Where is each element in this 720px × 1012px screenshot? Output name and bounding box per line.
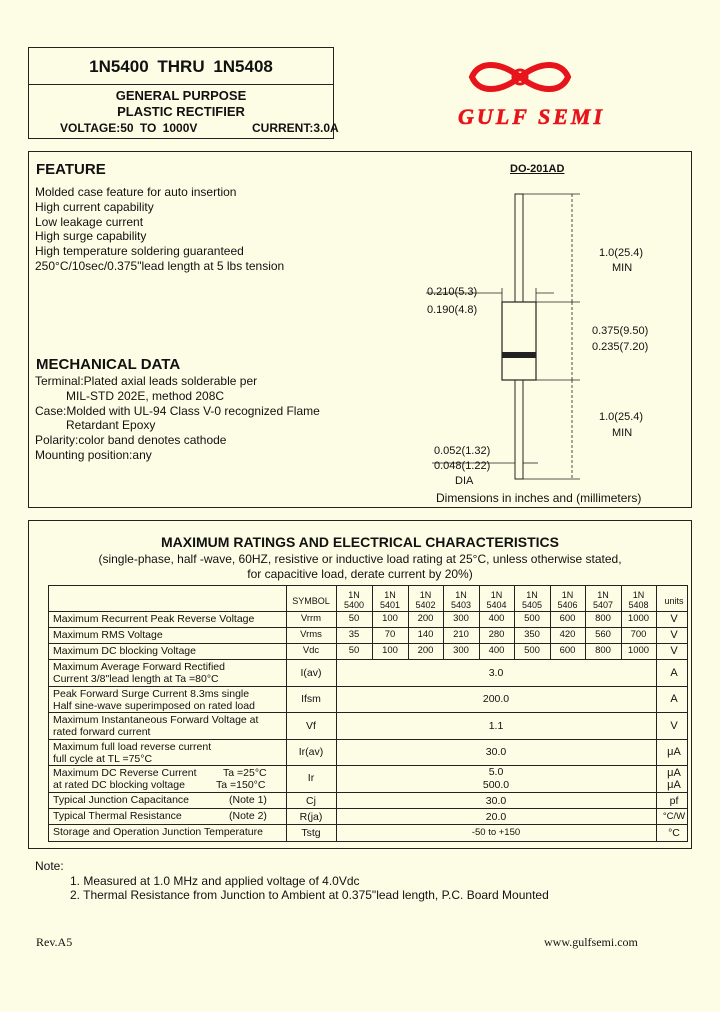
feature-title: FEATURE <box>36 161 106 178</box>
unit-ir-25c: μA <box>667 767 681 779</box>
value-cell: 100 <box>382 613 398 624</box>
lead-bottom-length: 1.0(25.4) <box>599 411 644 423</box>
voltage-rating: VOLTAGE:50 TO 1000V <box>60 121 198 135</box>
value-cell: 200 <box>417 645 434 656</box>
lead-dia-max: 0.052(1.32) <box>434 445 491 457</box>
param-vf: Maximum Instantaneous Forward Voltage at rated forward current <box>53 714 259 738</box>
value-cell: 50 <box>348 645 360 656</box>
unit-vrrm: V <box>670 613 678 625</box>
notes-title: Note: <box>35 859 64 873</box>
body-length-min: 0.235(7.20) <box>592 341 649 353</box>
sym-vrrm: Vrrm <box>300 613 322 624</box>
param-vrms: Maximum RMS Voltage <box>53 629 163 641</box>
param-vdc: Maximum DC blocking Voltage <box>53 645 196 657</box>
website-link[interactable]: www.gulfsemi.com <box>544 935 638 949</box>
sym-vdc: Vdc <box>302 645 320 656</box>
part-range-title: 1N5400 THRU 1N5408 <box>89 57 273 76</box>
part-header: 1N 5406 <box>557 590 578 610</box>
feature-item: High current capability <box>35 199 154 214</box>
sym-ir: Ir <box>307 772 315 784</box>
value-cell: 600 <box>559 613 576 624</box>
mechanical-list <box>35 374 320 463</box>
ratings-title: MAXIMUM RATINGS AND ELECTRICAL CHARACTERISTICS <box>161 534 559 550</box>
mech-line: Case:Molded with UL-94 Class V-0 recognized Flame <box>35 403 320 418</box>
val-tstg: -50 to +150 <box>471 827 521 838</box>
diode-package-diagram <box>420 180 590 490</box>
part-header: 1N 5404 <box>486 590 507 610</box>
unit-cj: pf <box>669 795 679 807</box>
part-header: 1N 5405 <box>521 590 543 610</box>
val-ir-25c: 5.0 <box>488 766 504 778</box>
val-avg-forward: 3.0 <box>488 667 504 679</box>
val-surge: 200.0 <box>482 693 510 705</box>
val-rth: 20.0 <box>485 811 507 823</box>
dimension-caption: Dimensions in inches and (millimeters) <box>436 491 642 505</box>
value-cell: 140 <box>417 629 434 640</box>
sym-cj: Cj <box>306 795 316 807</box>
val-cj: 30.0 <box>485 795 507 807</box>
part-header: 1N 5401 <box>379 590 401 610</box>
param-ir: Maximum DC Reverse Current Ta =25°C at rated DC blocking voltage Ta =150°C <box>53 767 267 791</box>
sym-vf: Vf <box>306 720 316 732</box>
param-avg-forward: Maximum Average Forward Rectified Current 3/8"lead length at Ta =80°C <box>53 661 225 685</box>
part-header: 1N 5400 <box>343 590 365 610</box>
value-cell: 800 <box>595 645 611 656</box>
value-cell: 560 <box>595 629 611 640</box>
feature-list <box>35 185 284 274</box>
value-cell: 700 <box>630 629 647 640</box>
unit-rth: °C/W <box>662 811 686 822</box>
gulf-semi-logo-icon <box>468 56 572 98</box>
val-ir-150c: 500.0 <box>482 779 510 791</box>
note-1: 1. Measured at 1.0 MHz and applied voltage of 4.0Vdc <box>70 874 360 888</box>
val-vf: 1.1 <box>488 720 504 732</box>
unit-tstg: °C <box>668 827 680 839</box>
value-cell: 210 <box>453 629 469 640</box>
package-name: DO-201AD <box>510 163 565 175</box>
value-cell: 500 <box>524 645 540 656</box>
unit-vrms: V <box>670 629 678 641</box>
feature-item: 250°C/10sec/0.375"lead length at 5 lbs tension <box>35 258 285 273</box>
mech-line: Terminal:Plated axial leads solderable per <box>35 374 258 388</box>
feature-item: High surge capability <box>35 229 147 244</box>
part-header: 1N 5402 <box>415 590 436 610</box>
value-cell: 35 <box>348 629 360 640</box>
lead-bottom-min: MIN <box>612 427 633 439</box>
value-cell: 500 <box>524 613 540 624</box>
value-cell: 800 <box>595 613 611 624</box>
value-cell: 50 <box>348 613 360 624</box>
body-width-min: 0.190(4.8) <box>427 304 478 316</box>
sym-tstg: Tstg <box>301 827 321 839</box>
sym-avg-forward: I(av) <box>300 667 322 679</box>
value-cell: 70 <box>384 629 396 640</box>
value-cell: 100 <box>382 645 398 656</box>
mech-line: Polarity:color band denotes cathode <box>35 433 227 448</box>
param-cj: Typical Junction Capacitance (Note 1) <box>53 794 267 806</box>
value-cell: 280 <box>488 629 505 640</box>
header-line1: GENERAL PURPOSE <box>115 88 247 103</box>
symbol-header: SYMBOL <box>292 596 330 606</box>
sym-vrms: Vrms <box>300 629 322 640</box>
param-surge: Peak Forward Surge Current 8.3ms single Half sine-wave superimposed on rated load <box>53 688 255 712</box>
param-vrrm: Maximum Recurrent Peak Reverse Voltage <box>53 613 255 625</box>
sym-surge: Ifsm <box>301 693 321 705</box>
unit-surge: A <box>670 693 678 705</box>
current-rating: CURRENT:3.0A <box>252 121 339 135</box>
value-cell: 350 <box>524 629 540 640</box>
unit-avg-forward: A <box>670 667 678 679</box>
mech-line: MIL-STD 202E, method 208C <box>66 388 225 403</box>
param-rth: Typical Thermal Resistance (Note 2) <box>53 810 267 822</box>
mech-line: Mounting position:any <box>35 447 152 462</box>
value-cell: 200 <box>417 613 434 624</box>
unit-ir-av: μA <box>667 746 681 758</box>
part-header: 1N 5403 <box>450 590 472 610</box>
mech-line: Retardant Epoxy <box>66 418 156 433</box>
value-cell: 400 <box>488 645 505 656</box>
part-header: 1N 5407 <box>592 590 614 610</box>
lead-dia-label: DIA <box>455 475 474 487</box>
brand-name: GULF SEMI <box>458 104 606 129</box>
sym-rth: R(ja) <box>299 811 323 823</box>
unit-ir-150c: μA <box>667 779 681 791</box>
lead-top-length: 1.0(25.4) <box>599 247 644 259</box>
note-2: 2. Thermal Resistance from Junction to Ambient at 0.375"lead length, P.C. Board Mounted <box>70 888 549 902</box>
unit-vdc: V <box>670 645 678 657</box>
value-cell: 300 <box>453 613 469 624</box>
feature-item: Low leakage current <box>35 214 144 229</box>
header-line2: PLASTIC RECTIFIER <box>117 104 245 119</box>
body-width-max: 0.210(5.3) <box>427 286 478 298</box>
sym-ir-av: Ir(av) <box>298 746 324 758</box>
unit-vf: V <box>670 720 678 732</box>
value-cell: 1000 <box>627 613 650 624</box>
value-cell: 420 <box>559 629 576 640</box>
value-cell: 1000 <box>627 645 650 656</box>
param-ir-av: Maximum full load reverse current full cycle at TL =75°C <box>53 741 212 765</box>
part-header: 1N 5408 <box>628 590 649 610</box>
value-cell: 400 <box>488 613 505 624</box>
param-tstg: Storage and Operation Junction Temperature <box>53 826 263 838</box>
revision: Rev.A5 <box>36 935 73 949</box>
body-length-max: 0.375(9.50) <box>592 325 649 337</box>
units-header: units <box>664 596 684 606</box>
lead-top-min: MIN <box>612 262 633 274</box>
value-cell: 300 <box>453 645 469 656</box>
val-ir-av: 30.0 <box>485 746 507 758</box>
feature-item: High temperature soldering guaranteed <box>35 244 244 259</box>
ratings-subtitle-1: (single-phase, half -wave, 60HZ, resistive or inductive load rating at 25°C, unless otherwise stated, <box>98 552 622 566</box>
value-cell: 600 <box>559 645 576 656</box>
feature-item: Molded case feature for auto insertion <box>35 185 237 199</box>
lead-dia-min: 0.048(1.22) <box>434 460 491 472</box>
ratings-subtitle-2: for capacitive load, derate current by 20%) <box>247 567 473 581</box>
mechanical-title: MECHANICAL DATA <box>36 356 181 373</box>
